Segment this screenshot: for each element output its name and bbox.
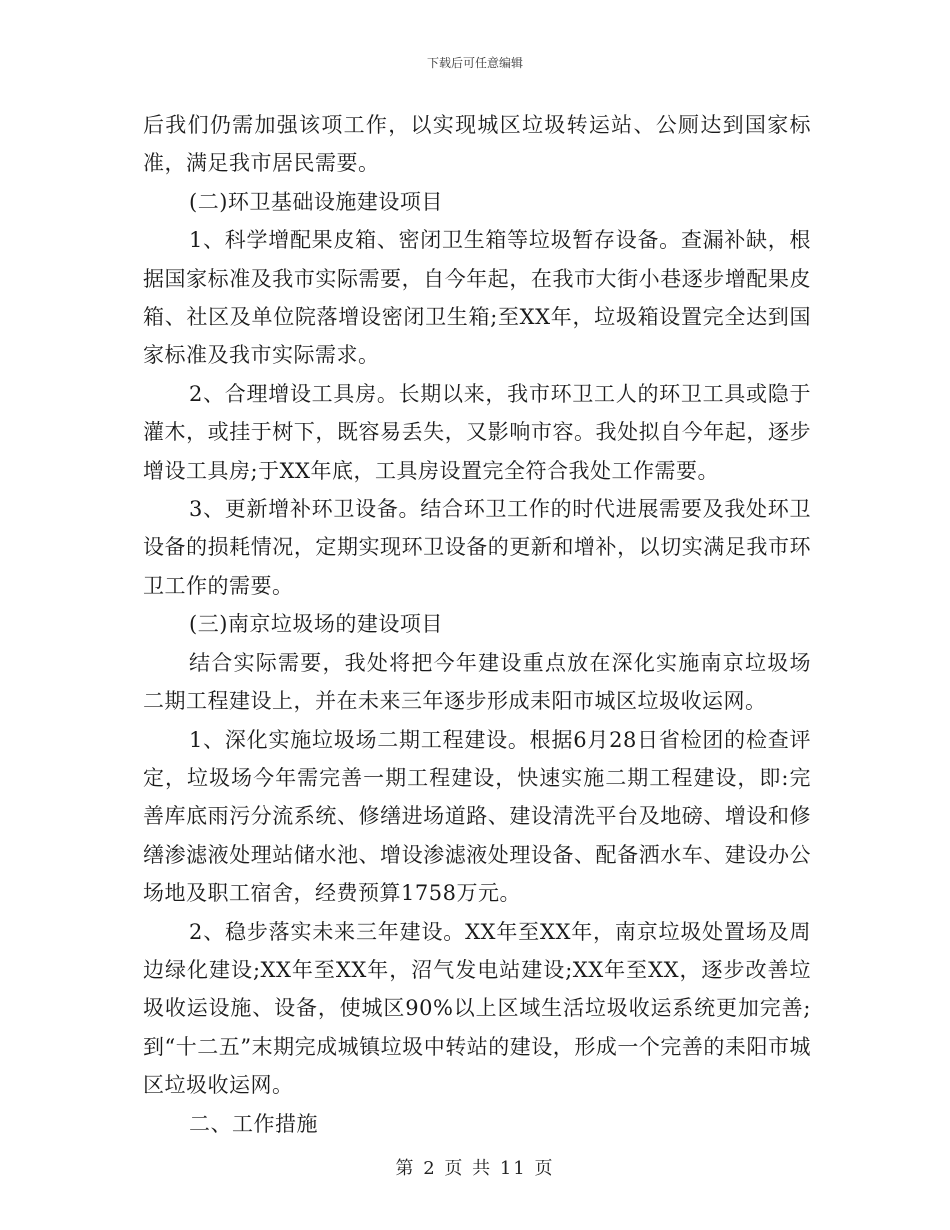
paragraph-item-2-tool-rooms: 2、合理增设工具房。长期以来，我市环卫工人的环卫工具或隐于灌木，或挂于树下，既容易丢失，又影响市容。我处拟自今年起，逐步增设工具房;于XX年底，工具房设置完全符合我处工作需要。 <box>143 381 811 483</box>
paragraph-three-year-plan: 2、稳步落实未来三年建设。XX年至XX年，南京垃圾处置场及周边绿化建设;XX年至XX年，沼气发电站建设;XX年至XX，逐步改善垃圾收运设施、设备，使城区90%以上区域生活垃圾收运系统更加完善;到“十二五”末期完成城镇垃圾中转站的建设，形成一个完善的耒阳市城区垃圾收运网。 <box>143 919 811 1098</box>
paragraph-item-1-bins: 1、科学增配果皮箱、密闭卫生箱等垃圾暂存设备。查漏补缺，根据国家标准及我市实际需要，自今年起，在我市大街小巷逐步增配果皮箱、社区及单位院落增设密闭卫生箱;至XX年，垃圾箱设置完全达到国家标准及我市实际需求。 <box>143 228 811 368</box>
paragraph-continuation: 后我们仍需加强该项工作，以实现城区垃圾转运站、公厕达到国家标准，满足我市居民需要。 <box>143 113 811 176</box>
page-header: 下载后可任意编辑 <box>426 56 523 70</box>
paragraph-item-3-equipment: 3、更新增补环卫设备。结合环卫工作的时代进展需要及我处环卫设备的损耗情况，定期实现环卫设备的更新和增补，以切实满足我市环卫工作的需要。 <box>143 497 811 598</box>
paragraph-landfill-intro: 结合实际需要，我处将把今年建设重点放在深化实施南京垃圾场二期工程建设上，并在未来三年逐步形成耒阳市城区垃圾收运网。 <box>143 650 811 714</box>
paragraph-landfill-phase-two: 1、深化实施垃圾场二期工程建设。根据6月28日省检团的检查评定，垃圾场今年需完善一期工程建设，快速实施二期工程建设，即:完善库底雨污分流系统、修缮进场道路、建设清洗平台及地磅、增设和修缮渗滤液处理站储水池、增设渗滤液处理设备、配备洒水车、建设办公场地及职工宿舍，经费预算1758万元。 <box>143 727 811 906</box>
document-body <box>143 106 811 1143</box>
section-heading-measures: 二、工作措施 <box>189 1111 318 1136</box>
page-number-footer: 第 2 页 共 11 页 <box>395 1158 555 1179</box>
section-heading-landfill: (三)南京垃圾场的建设项目 <box>189 612 443 637</box>
section-heading-sanitation-infrastructure: (二)环卫基础设施建设项目 <box>189 189 443 214</box>
